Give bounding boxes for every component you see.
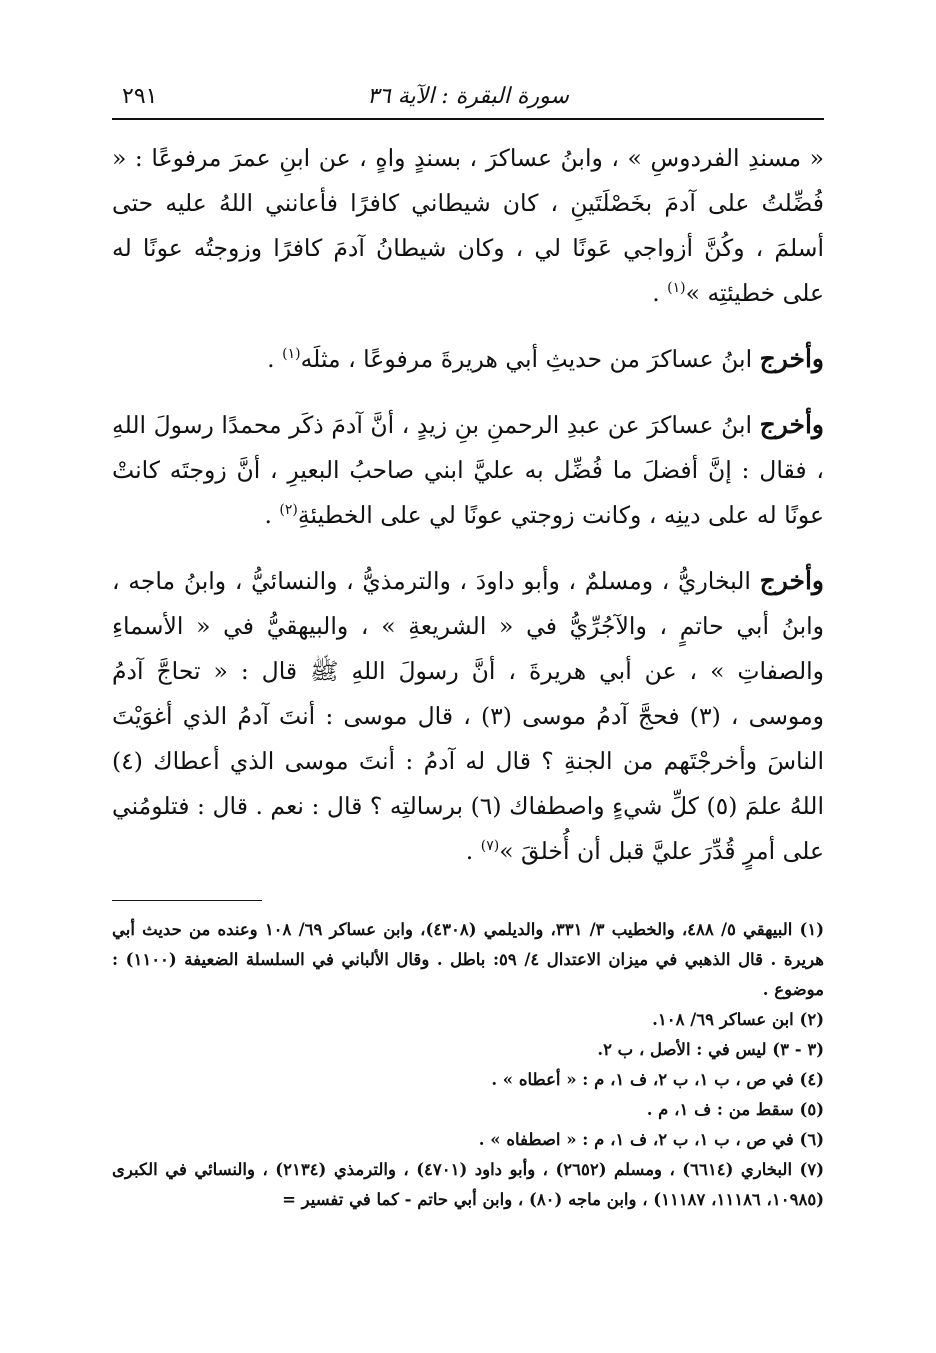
paragraph-tail: . bbox=[264, 501, 280, 529]
paragraph bbox=[112, 336, 824, 382]
footnotes bbox=[112, 915, 824, 1215]
lead-word: وأخرج bbox=[759, 344, 824, 373]
surah-heading: سورة البقرة : الآية ٣٦ bbox=[367, 84, 569, 109]
paragraph bbox=[112, 136, 824, 316]
footnote: (١) البيهقي ٥/ ٤٨٨، والخطيب ٣/ ٣٣١، والديلمي (٤٣٠٨)، وابن عساكر ٦٩/ ١٠٨ وعنده من حديث أبي هريرة . قال الذهبي في ميزان الاعتدال ٤/ ٥٩: باطل . وقال الألباني في السلسلة الضعيفة (١١٠٠) : موضوع . bbox=[112, 920, 824, 999]
footnote-ref: (٢) bbox=[279, 502, 298, 519]
footnote: (٢) ابن عساكر ٦٩/ ١٠٨. bbox=[652, 1010, 824, 1029]
footnote: (٦) في ص ، ب ١، ب ٢، ف ١، م : « اصطفاه » . bbox=[478, 1130, 824, 1149]
paragraph-text: البخاريُّ ، ومسلمٌ ، وأبو داودَ ، والترمذيُّ ، والنسائيُّ ، وابنُ ماجه ، وابنُ أبي حاتمٍ ، والآجُرِّيُّ في « الشريعةِ » ، والبيهقيُّ في « الأسماءِ والصفاتِ » ، عن أبي هريرةَ ، أنَّ رسولَ اللهِ ﷺ قال : « تحاجَّ آدمُ وموسى ، (٣) فحجَّ آدمُ موسى (٣) ، قال موسى : أنتَ آدمُ الذي أغوَيْتَ الناسَ وأخرجْتَهم من الجنةِ ؟ قال له آدمُ : أنتَ موسى الذي أعطاك (٤) اللهُ علمَ (٥) كلِّ شيءٍ واصطفاك (٦) برسالتِه ؟ قال : نعم . قال : فتلومُني على أمرٍ قُدِّرَ عليَّ قبل أن أُخلقَ » bbox=[112, 567, 825, 865]
main-text bbox=[112, 136, 824, 874]
lead-word: وأخرج bbox=[759, 566, 824, 595]
page-number: ٢٩١ bbox=[122, 84, 158, 109]
running-header bbox=[112, 72, 824, 120]
footnote: (٥) سقط من : ف ١، م . bbox=[646, 1100, 824, 1119]
paragraph-tail: . bbox=[465, 837, 481, 865]
paragraph-text: « مسندِ الفردوسِ » ، وابنُ عساكرَ ، بسندٍ واهٍ ، عن ابنِ عمرَ مرفوعًا : « فُضِّلتُ على آدمَ بخَصْلَتَينِ ، كان شيطاني كافرًا فأعانني اللهُ عليه حتى أسلمَ ، وكُنَّ أزواجي عَونًا لي ، وكان شيطانُ آدمَ كافرًا وزوجتُه عونًا له على خطيئتِه » bbox=[112, 144, 824, 307]
footnote-ref: (١) bbox=[667, 280, 686, 297]
paragraph bbox=[112, 558, 824, 874]
footnote-separator bbox=[112, 900, 262, 901]
footnote: (٧) البخاري (٦٦١٤) ، ومسلم (٢٦٥٢) ، وأبو داود (٤٧٠١) ، والترمذي (٢١٣٤) ، والنسائي في الكبرى (١٠٩٨٥، ١١١٨٦، ١١١٨٧) ، وابن ماجه (٨٠) ، وابن أبي حاتم - كما في تفسير = bbox=[112, 1160, 825, 1209]
paragraph-text: ابنُ عساكرَ من حديثِ أبي هريرةَ مرفوعًا ، مثلَه bbox=[300, 345, 760, 373]
footnote-ref: (٧) bbox=[480, 838, 500, 855]
paragraph-tail: . bbox=[652, 279, 668, 307]
document-page bbox=[112, 72, 824, 1302]
footnote-ref: (١) bbox=[282, 346, 301, 363]
paragraph bbox=[112, 402, 824, 538]
paragraph-tail: . bbox=[267, 345, 283, 373]
footnote-separator-wrap bbox=[112, 900, 824, 901]
paragraph-text: ابنُ عساكرَ عن عبدِ الرحمنِ بنِ زيدٍ ، أنَّ آدمَ ذكَر محمدًا رسولَ اللهِ ، فقال : إنَّ أفضلَ ما فُضِّل به عليَّ ابني صاحبُ البعيرِ ، أنَّ زوجتَه كانتْ عونًا له على دينِه ، وكانت زوجتي عونًا لي على الخطيئةِ bbox=[112, 411, 824, 529]
footnote: (٤) في ص ، ب ١، ب ٢، ف ١، م : « أعطاه » . bbox=[491, 1070, 824, 1089]
lead-word: وأخرج bbox=[759, 410, 824, 439]
footnote: (٣ - ٣) ليس في : الأصل ، ب ٢. bbox=[597, 1040, 824, 1059]
